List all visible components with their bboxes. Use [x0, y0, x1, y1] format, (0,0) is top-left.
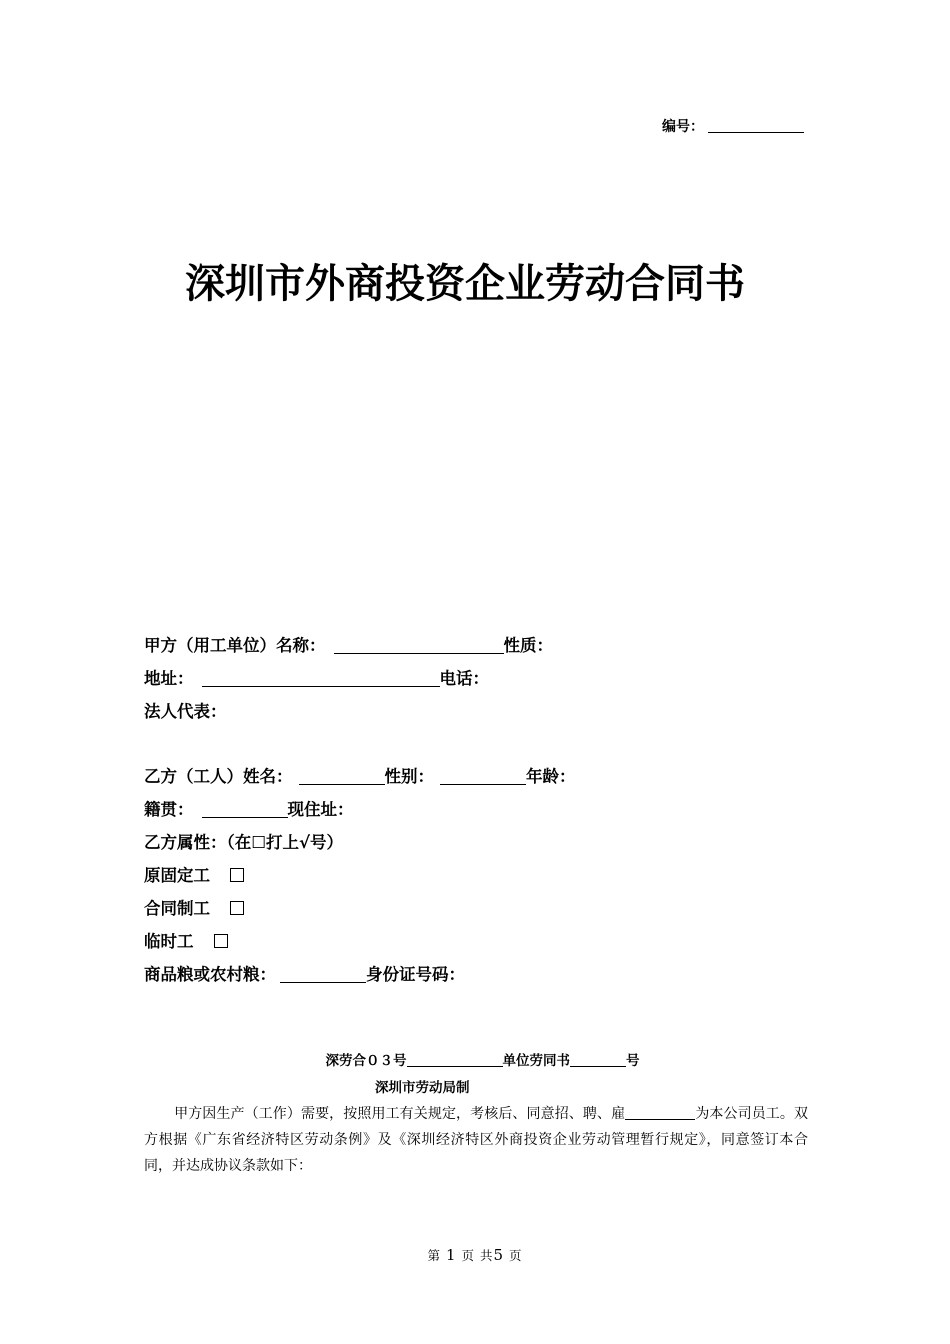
attribute-option-label: 合同制工	[144, 899, 210, 918]
party-a-address-label: 地址：	[144, 669, 194, 688]
preamble-part1: 甲方因生产（工作）需要，按照用工有关规定，考核后、同意招、聘、雇	[174, 1106, 626, 1122]
preamble-part2: 为本公司员工。双方根据《广东省经济特区劳动条例》及《深圳经济特区外商投资企业劳动管理暂行规定》，同意签订本合同，并达成协议条款如下：	[144, 1106, 808, 1174]
reference-middle: 单位劳同书	[502, 1053, 570, 1069]
party-b-name-label: 乙方（工人）姓名：	[144, 767, 293, 786]
document-title: 深圳市外商投资企业劳动合同书	[185, 260, 745, 307]
party-b-gender-blank[interactable]	[440, 768, 526, 786]
party-b-name-row	[144, 764, 576, 797]
party-a-address-blank[interactable]	[202, 670, 440, 688]
preamble-paragraph	[144, 1101, 808, 1179]
party-b-origin-label: 籍贯：	[144, 800, 194, 819]
party-a-phone-label: 电话：	[439, 669, 489, 688]
serial-number-field	[662, 116, 804, 136]
party-b-attribute-row	[144, 830, 576, 863]
attribute-checkbox-contract-worker[interactable]	[230, 901, 244, 915]
footer-prefix: 第	[427, 1248, 441, 1263]
serial-number-label: 编号：	[662, 119, 704, 135]
attribute-checkbox-fixed-worker[interactable]	[230, 868, 244, 882]
party-b-id-label: 身份证号码：	[366, 965, 465, 984]
attribute-option-row	[144, 929, 576, 962]
party-b-grain-id-row	[144, 962, 576, 995]
reference-suffix: 号	[626, 1053, 640, 1069]
serial-number-blank[interactable]	[708, 118, 804, 133]
footer-suffix: 页	[509, 1248, 523, 1263]
party-a-address-row	[144, 666, 576, 699]
total-pages-number: 5	[493, 1246, 505, 1264]
party-b-gender-label: 性别：	[384, 767, 434, 786]
attribute-option-row	[144, 863, 576, 896]
party-b-origin-blank[interactable]	[202, 801, 288, 819]
page-footer	[0, 1246, 950, 1264]
party-a-name-label: 甲方（用工单位）名称：	[144, 636, 326, 655]
party-b-origin-row	[144, 797, 576, 830]
issuer: 深圳市劳动局制	[375, 1080, 470, 1096]
party-a-name-row	[144, 633, 576, 666]
employee-name-blank[interactable]	[625, 1105, 695, 1120]
spacer	[144, 732, 576, 764]
attribute-checkbox-temporary-worker[interactable]	[214, 934, 228, 948]
reference-number-blank[interactable]	[407, 1053, 503, 1068]
attribute-option-row	[144, 896, 576, 929]
attribute-option-label: 临时工	[144, 932, 194, 951]
party-a-name-blank[interactable]	[334, 637, 504, 655]
attribute-option-label: 原固定工	[144, 866, 210, 885]
party-a-legal-rep-label: 法人代表：	[144, 702, 227, 721]
party-b-grain-label: 商品粮或农村粮：	[144, 965, 276, 984]
party-b-attribute-label: 乙方属性：（在☐打上√号）	[144, 833, 344, 852]
reference-unit-number-blank[interactable]	[570, 1053, 626, 1068]
party-b-name-blank[interactable]	[299, 768, 385, 786]
party-a-legal-rep-row	[144, 699, 576, 732]
reference-prefix: 深劳合０３号	[325, 1053, 407, 1069]
party-b-current-address-label: 现住址：	[287, 800, 354, 819]
party-info-form	[144, 633, 576, 995]
footer-middle: 页 共	[461, 1248, 494, 1263]
party-b-age-label: 年龄：	[526, 767, 576, 786]
current-page-number: 1	[445, 1246, 457, 1264]
party-b-grain-blank[interactable]	[280, 966, 366, 984]
party-a-nature-label: 性质：	[503, 636, 553, 655]
contract-reference	[0, 1049, 950, 1069]
